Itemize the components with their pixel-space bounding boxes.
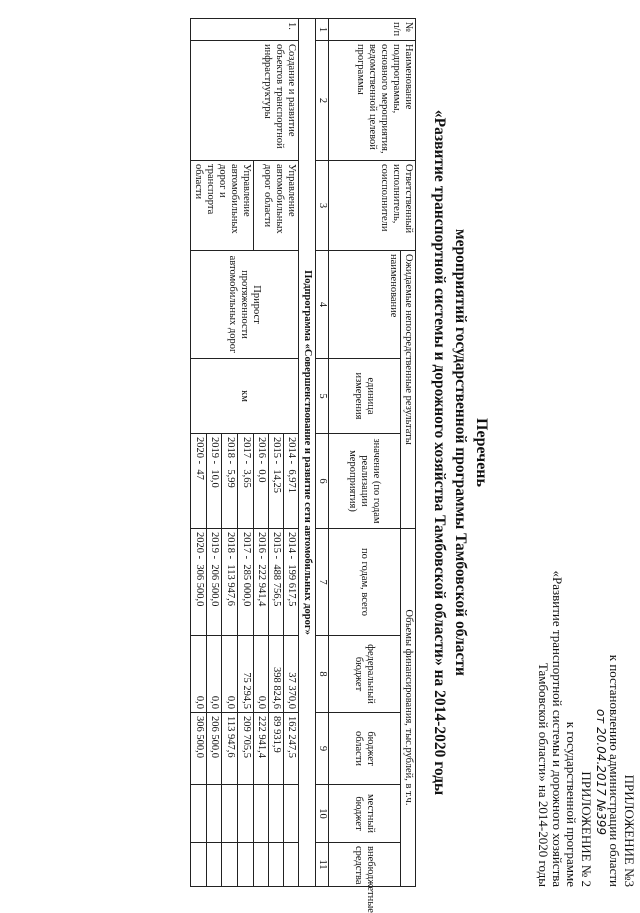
regional-cell-2018: 113 947,6: [222, 713, 238, 785]
col-fin-local-header: местный бюджет: [329, 785, 401, 843]
federal-cell-2014: 37 370,0: [284, 636, 299, 713]
column-number-row: [316, 19, 329, 887]
value-cell-2014: 2014 - 6,971: [284, 434, 299, 529]
col-number: 3: [316, 161, 329, 251]
federal-cell-2017: 75 294,5: [238, 636, 254, 713]
title-line-3: «Развитие транспортной системы и дорожного хозяйства Тамбовской области» на 2014-2020 годы: [431, 109, 448, 796]
program-line-1: к государственной программе: [564, 721, 579, 887]
local-cell-2017: [238, 785, 254, 843]
regional-cell-2020: 306 500,0: [191, 713, 207, 785]
extra-cell-2019: [206, 843, 222, 887]
regional-cell-2016: 222 941,4: [254, 713, 269, 785]
regional-cell-2019: 206 500,0: [206, 713, 222, 785]
col-number: 9: [316, 713, 329, 785]
executor-2: Управление автомобильных дорог и транспорта области: [191, 161, 254, 251]
federal-cell-2018: 0,0: [222, 636, 238, 713]
total-cell-2017: 2017 - 285 000,0: [238, 529, 254, 636]
col-number: 7: [316, 529, 329, 636]
extra-cell-2015: [269, 843, 284, 887]
col-fin-regional-header: бюджет области: [329, 713, 401, 785]
col-fin-extra-header: внебюджетные средства: [329, 843, 401, 887]
col-res-value-header: значение (по годам реализации мероприятия): [329, 434, 401, 529]
col-res-name-header: наименование: [329, 251, 401, 359]
extra-cell-2017: [238, 843, 254, 887]
subprogram-row: [299, 19, 316, 887]
total-cell-2015: 2015 - 488 756,5: [269, 529, 284, 636]
extra-cell-2020: [191, 843, 207, 887]
col-number: 2: [316, 41, 329, 161]
appendix3-label: ПРИЛОЖЕНИЕ №3: [622, 774, 637, 887]
executor-1: Управление автомобильных дорог области: [254, 161, 299, 251]
result-unit: км: [191, 359, 299, 434]
col-name-header: Наименование подпрограммы, основного мероприятия, ведомственной целевой программы: [329, 41, 416, 161]
col-number: 10: [316, 785, 329, 843]
total-cell-2020: 2020 - 306 500,0: [191, 529, 207, 636]
table-header-row-1: [401, 19, 416, 887]
extra-cell-2016: [254, 843, 269, 887]
title-line-1: Перечень: [473, 418, 490, 487]
total-cell-2016: 2016 - 222 941,4: [254, 529, 269, 636]
col-number: 4: [316, 251, 329, 359]
extra-cell-2014: [284, 843, 299, 887]
value-cell-2020: 2020 - 47: [191, 434, 207, 529]
table-row: [284, 19, 299, 887]
regional-cell-2017: 209 705,5: [238, 713, 254, 785]
total-cell-2018: 2018 - 113 947,6: [222, 529, 238, 636]
col-fin-total-header: по годам, всего: [329, 529, 401, 636]
federal-cell-2020: 0,0: [191, 636, 207, 713]
value-cell-2015: 2015 - 14,25: [269, 434, 284, 529]
subprogram-title: Подпрограмма «Совершенствование и развитие сети автомобильных дорог»: [299, 19, 316, 887]
total-cell-2014: 2014 - 199 617,5: [284, 529, 299, 636]
local-cell-2018: [222, 785, 238, 843]
local-cell-2019: [206, 785, 222, 843]
value-cell-2016: 2016 - 0,0: [254, 434, 269, 529]
federal-cell-2019: 0,0: [206, 636, 222, 713]
col-fin-federal-header: федеральный бюджет: [329, 636, 401, 713]
col-number: 6: [316, 434, 329, 529]
value-cell-2017: 2017 - 3,65: [238, 434, 254, 529]
title-line-2: мероприятий государственной программы Тамбовской области: [452, 229, 469, 676]
row-number: 1.: [191, 19, 299, 41]
decree-line: к постановлению администрации области: [607, 654, 622, 887]
col-number: 1: [316, 19, 329, 41]
col-exec-header: Ответственный исполнитель, соисполнители: [329, 161, 416, 251]
value-cell-2018: 2018 - 5,99: [222, 434, 238, 529]
program-line-2: «Развитие транспортной системы и дорожного хозяйства: [550, 570, 565, 887]
measures-table: [190, 18, 416, 913]
appendix2-label: ПРИЛОЖЕНИЕ № 2: [579, 771, 594, 887]
extra-cell-2018: [222, 843, 238, 887]
col-number: 8: [316, 636, 329, 713]
local-cell-2015: [269, 785, 284, 843]
result-name: Прирост протяженности автомобильных дорог: [191, 251, 299, 359]
decree-date-handwritten: от 20.04.2017 №399: [594, 708, 608, 835]
col-number: 11: [316, 843, 329, 887]
col-finance-header: Объемы финансирования, тыс.рублей, в т.ч.: [401, 529, 416, 887]
local-cell-2016: [254, 785, 269, 843]
col-num-header: № п/п: [329, 19, 416, 41]
col-res-unit-header: единица измерения: [329, 359, 401, 434]
local-cell-2020: [191, 785, 207, 843]
regional-cell-2014: 162 247,5: [284, 713, 299, 785]
local-cell-2014: [284, 785, 299, 843]
measure-name: Создание и развитие объектов транспортной инфраструктуры: [191, 41, 299, 161]
regional-cell-2015: 89 931,9: [269, 713, 284, 785]
col-number: 5: [316, 359, 329, 434]
federal-cell-2016: 0,0: [254, 636, 269, 713]
federal-cell-2015: 398 824,6: [269, 636, 284, 713]
program-line-3: Тамбовской области» на 2014-2020 годы: [536, 662, 551, 887]
total-cell-2019: 2019 - 206 500,0: [206, 529, 222, 636]
value-cell-2019: 2019 - 10,0: [206, 434, 222, 529]
col-results-header: Ожидаемые непосредственные результаты: [401, 251, 416, 529]
